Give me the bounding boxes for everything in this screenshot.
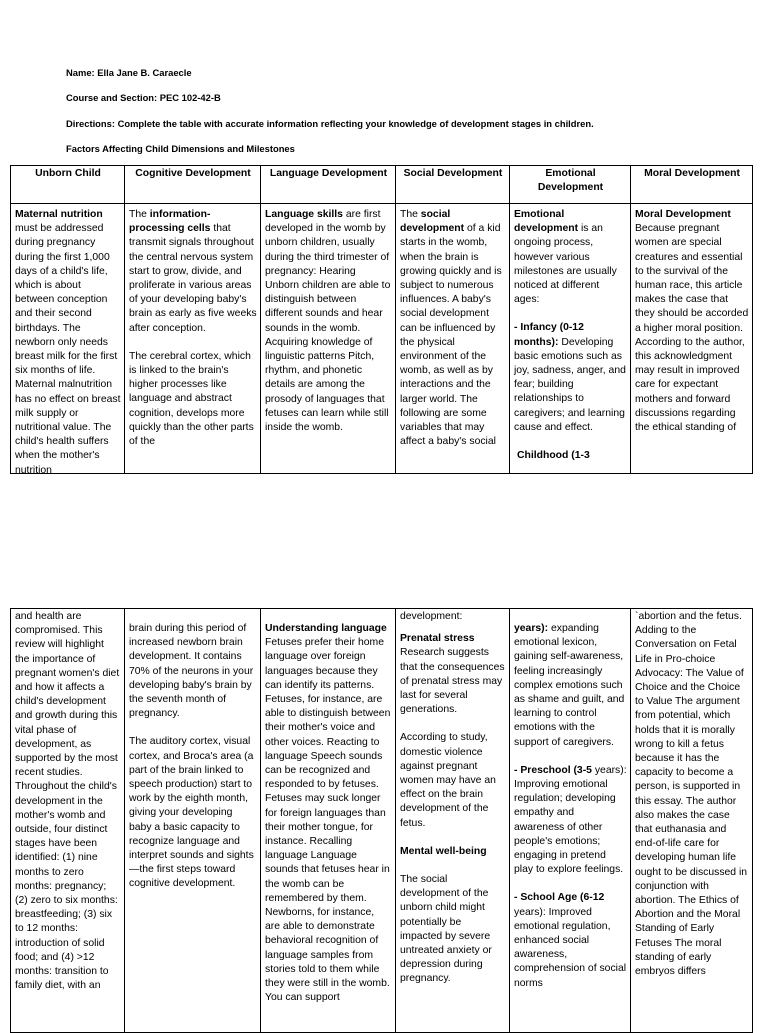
childhood-label: Childhood (1-3 bbox=[517, 450, 590, 462]
moral-text-cont: `abortion and the fetus. Adding to the Conversation on Fetal Life in Pro-choice Advocacy: The Value of Choice and the Choice to Value The argument from potential, which holds that it is morally wrong to kill a fetus because it has the capacity to become a person, is supported in this essay. The author also makes the case that euthanasia and end-of-life care for developing human life ought to be discussed in conjunction with abortion. The Ethics of Abortion and the Moral Standing of Early Fetuses The moral standing of early embryos differs bbox=[635, 611, 748, 978]
social-prefix: The bbox=[400, 209, 421, 220]
col-header-social: Social Development bbox=[396, 166, 510, 204]
unborn-text: must be addressed during pregnancy during the first 1,000 days of a child's life, which is about between conception and their second birthdays. The newborn only needs breast milk for the first six months of life. Maternal malnutrition has no effect on breast milk supply or nutritional value. The child's health suffers when the mother's nutrition bbox=[15, 223, 121, 476]
cell-language-cont bbox=[261, 609, 396, 1033]
childhood-years-label: years): bbox=[514, 623, 549, 634]
prenatal-stress-text: Research suggests that the consequences of prenatal stress may last for several generations. bbox=[400, 647, 505, 716]
moral-development-label: Moral Development bbox=[635, 209, 731, 220]
col-header-moral: Moral Development bbox=[631, 166, 753, 204]
cell-moral-cont bbox=[631, 609, 753, 1033]
col-header-cognitive: Cognitive Development bbox=[125, 166, 261, 204]
maternal-nutrition-label: Maternal nutrition bbox=[15, 209, 103, 220]
prenatal-stress-label: Prenatal stress bbox=[400, 633, 475, 645]
table-row bbox=[11, 609, 753, 1033]
emotional-text: is an ongoing process, however various milestones are usually noticed at different ages: bbox=[514, 223, 617, 306]
infancy-label: - Infancy (0-12 months): bbox=[514, 322, 584, 348]
school-age-label: - School Age (6-12 bbox=[514, 892, 605, 904]
cell-emotional-cont bbox=[510, 609, 631, 1033]
cognitive-text: that transmit signals throughout the central nervous system start to grow, divide, and proliferate in various areas of your developing baby's brain as early as five weeks after conception. bbox=[129, 223, 257, 334]
development-table-page2 bbox=[10, 608, 753, 1033]
student-name: Name: Ella Jane B. Caraecle bbox=[66, 67, 192, 78]
cell-language bbox=[261, 204, 396, 474]
infancy-text: Developing basic emotions such as joy, sadness, anger, and fear; building relationships to caregivers; and learning cause and effect. bbox=[514, 336, 626, 433]
col-header-unborn: Unborn Child bbox=[11, 166, 125, 204]
info-processing-label: information-processing cells bbox=[129, 209, 211, 235]
moral-text: Because pregnant women are special creatures and essential to the survival of the human race, this article makes the case that they should be accorded a higher moral position. According to the author, this acknowledgment may result in improved care for expectant mothers and forward discussions regarding the ethical standing of bbox=[635, 223, 749, 434]
social-development-label: social development bbox=[400, 209, 465, 235]
directions: Directions: Complete the table with accurate information reflecting your knowledge of development stages in children. bbox=[66, 118, 594, 129]
cell-social-cont bbox=[396, 609, 510, 1033]
childhood-text: expanding emotional lexicon, gaining self-awareness, feeling increasingly complex emotions such as shame and guilt, and learning to control emotions with the support of caregivers. bbox=[514, 623, 625, 748]
cognitive-text-2: The cerebral cortex, which is linked to the brain's higher processes like language and abstract cognition, develops more quickly than the other parts of the bbox=[129, 350, 254, 448]
cognitive-prefix: The bbox=[129, 209, 150, 220]
domestic-violence-text: According to study, domestic violence against pregnant women may have an effect on the brain development of the fetus. bbox=[400, 732, 496, 829]
course-section: Course and Section: PEC 102-42-B bbox=[66, 92, 221, 103]
cognitive-text-cont-2: The auditory cortex, visual cortex, and Broca's area (a part of the brain linked to speech production) start to work by the eighth month, giving your developing baby a basic capacity to recognize language and interpret sounds and sights—the first steps toward cognitive development. bbox=[129, 736, 254, 890]
school-age-text: years): Improved emotional regulation, enhanced social awareness, comprehension of social norms bbox=[514, 906, 627, 989]
mental-wellbeing-label: Mental well-being bbox=[400, 845, 487, 857]
unborn-text-cont: and health are compromised. This review will highlight the importance of pregnant women's diet and how it affects a child's development and growth during this vital phase of development, as supported by the most recent studies. Throughout the child's development in the mother's womb and outside, four distinct stages have been identified: (1) nine months to zero months: pregnancy; (2) zero to six months: breastfeeding; (3) six to 12 months: introduction of solid food; and (4) >12 months: transition to family diet, with an bbox=[15, 611, 120, 992]
preschool-text: years): Improving emotional regulation; developing empathy and awareness of other people's emotions; engaging in pretend play to explore feelings. bbox=[514, 764, 627, 876]
social-text: of a kid starts in the womb, when the brain is growing quickly and is subject to numerous influences. A baby's social development can be influenced by the physical environment of the womb, as well as by interactions and the larger world. The following are some variables that may affect a baby's social bbox=[400, 223, 502, 448]
table-title: Factors Affecting Child Dimensions and Milestones bbox=[66, 143, 295, 154]
emotional-development-label: Emotional development bbox=[514, 209, 579, 235]
cognitive-text-cont: brain during this period of increased newborn brain development. It contains 70% of the neurons in your developing baby's brain by the seventh month of pregnancy. bbox=[129, 623, 254, 720]
cell-unborn-cont bbox=[11, 609, 125, 1033]
cell-unborn bbox=[11, 204, 125, 474]
cell-moral bbox=[631, 204, 753, 474]
col-header-emotional: Emotional Development bbox=[510, 166, 631, 204]
col-header-language: Language Development bbox=[261, 166, 396, 204]
language-skills-label: Language skills bbox=[265, 209, 343, 220]
preschool-label: - Preschool (3-5 bbox=[514, 764, 592, 776]
mental-wellbeing-text: The social development of the unborn child might potentially be impacted by severe untreated anxiety or depression during pregnancy. bbox=[400, 874, 492, 985]
cell-emotional bbox=[510, 204, 631, 474]
language-text: are first developed in the womb by unborn children, usually during the third trimester of pregnancy: Hearing Unborn children are able to distinguish between different sounds and hear sounds in the womb. Acquiring knowledge of linguistic patterns Pitch, rhythm, and phonetic details are among the prosody of languages that fetuses can learn while still inside the womb. bbox=[265, 209, 391, 434]
cell-social bbox=[396, 204, 510, 474]
understanding-language-label: Understanding language bbox=[265, 623, 387, 634]
development-table-page1 bbox=[10, 165, 753, 474]
language-text-cont: Fetuses prefer their home language over foreign languages because they can identify its patterns. Fetuses, for instance, are able to distinguish between their mother's voice and other voices. Reacting to language Speech sounds can be recognized and responded to by fetuses. Fetuses may suck longer for foreign languages than their mother tongue, for instance. Recalling language Language sounds that fetuses hear in the womb can be remembered by them. Newborns, for instance, are able to demonstrate behavioral recognition of language samples from stories told to them while they were still in the womb. You can support bbox=[265, 637, 391, 1004]
cell-cognitive bbox=[125, 204, 261, 474]
social-text-cont: development: bbox=[400, 611, 463, 622]
table-row bbox=[11, 204, 753, 474]
cell-cognitive-cont bbox=[125, 609, 261, 1033]
table-header-row bbox=[11, 166, 753, 204]
